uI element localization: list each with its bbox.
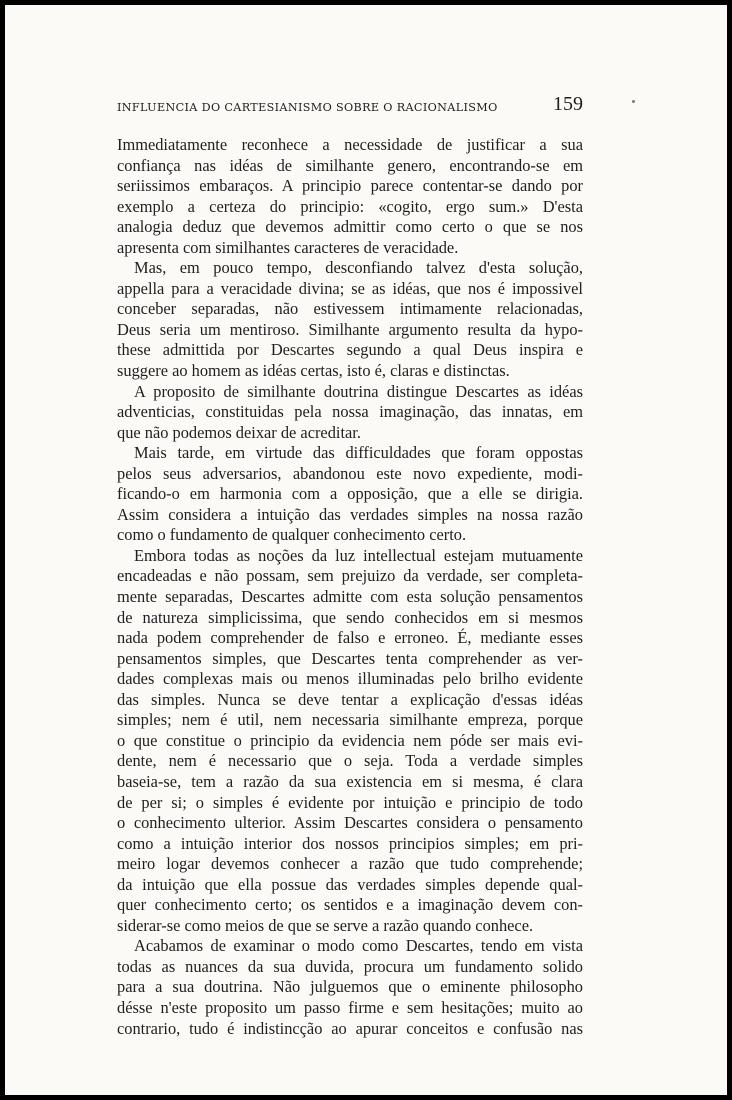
text-line: que não podemos deixar de acreditar.: [117, 422, 361, 442]
text-line: meiro logar devemos conhecer a razão que tudo comprehende;: [117, 854, 583, 874]
text-line: quer conhecimento certo; os sentidos e a imaginação devem con-: [117, 895, 583, 915]
text-line: nada podem comprehender de falso e erroneo. É, mediante esses: [117, 628, 583, 648]
text-line: o que constitue o principio da evidencia nem póde ser mais evi-: [117, 730, 583, 750]
text-line: para a sua doutrina. Não julguemos que o eminente philosopho: [117, 977, 583, 997]
text-line: A proposito de similhante doutrina distingue Descartes as idéas: [134, 381, 583, 401]
text-line: baseia-se, tem a razão da sua existencia em si mesma, é clara: [117, 771, 583, 791]
text-line: como a intuição interior dos nossos principios simples; em pri-: [117, 833, 583, 853]
text-line: de natureza simplicissima, que sendo conhecidos em si mesmos: [117, 607, 583, 627]
text-line: pensamentos simples, que Descartes tenta comprehender as ver-: [117, 648, 583, 668]
text-line: simples; nem é util, nem necessaria similhante empreza, porque: [117, 710, 583, 730]
running-title: INFLUENCIA DO CARTESIANISMO SOBRE O RACIONALISMO: [117, 101, 498, 114]
text-line: Assim considera a intuição das verdades simples na nossa razão: [117, 504, 583, 524]
text-line: suggere ao homem as idéas certas, isto é, claras e distinctas.: [117, 361, 510, 381]
text-line: Mais tarde, em virtude das difficuldades que foram oppostas: [134, 443, 583, 463]
text-line: seriissimos embaraços. A principio parece contentar-se dando por: [117, 176, 583, 196]
text-line: de per si; o simples é evidente por intuição e principio de todo: [117, 792, 583, 812]
text-line: ficando-o em harmonia com a opposição, que a elle se dirigia.: [117, 484, 583, 504]
text-line: da intuição que ella possue das verdades simples depende qual-: [117, 874, 583, 894]
text-line: apresenta com similhantes caracteres de veracidade.: [117, 237, 459, 257]
text-line: dente, nem é necessario que o seja. Toda a verdade simples: [117, 751, 583, 771]
text-line: pelos seus adversarios, abandonou este novo expediente, modi-: [117, 463, 583, 483]
text-line: siderar-se como meios de que se serve a razão quando conhece.: [117, 915, 534, 935]
running-head: [117, 93, 583, 119]
text-line: como o fundamento de qualquer conhecimento certo.: [117, 525, 467, 545]
text-line: exemplo a certeza do principio: «cogito, ergo sum.» D'esta: [117, 196, 583, 216]
text-line: contrario, tudo é indistincção ao apurar conceitos e confusão nas: [117, 1018, 583, 1038]
text-line: adventicias, constituidas pela nossa imaginação, das innatas, em: [117, 402, 583, 422]
text-line: Mas, em pouco tempo, desconfiando talvez d'esta solução,: [134, 258, 583, 278]
body-text: [117, 135, 583, 1039]
text-line: Deus seria um mentiroso. Similhante argumento resulta da hypo-: [117, 319, 583, 339]
text-line: mente separadas, Descartes admitte com esta solução pensamentos: [117, 587, 583, 607]
text-line: encadeadas e não possam, sem prejuizo da verdade, ser completa-: [117, 566, 583, 586]
text-line: conceber separadas, não estivessem intimamente relacionadas,: [117, 299, 583, 319]
text-line: Immediatamente reconhece a necessidade de justificar a sua: [117, 135, 583, 154]
text-line: dades complexas mais ou menos illuminadas pelo brilho evidente: [117, 669, 583, 689]
text-line: Embora todas as noções da luz intellectual estejam mutuamente: [134, 545, 583, 565]
text-line: these admittida por Descartes segundo a qual Deus inspira e: [117, 340, 583, 360]
text-line: analogia deduz que devemos admittir como certo o que se nos: [117, 217, 583, 237]
text-line: o conhecimento ulterior. Assim Descartes considera o pensamento: [117, 813, 583, 833]
text-line: das simples. Nunca se deve tentar a explicação d'essas idéas: [117, 689, 583, 709]
page-number: 159: [553, 93, 583, 115]
book-page: [5, 5, 727, 1095]
text-line: appella para a veracidade divina; se as idéas, que nos é impossivel: [117, 278, 583, 298]
text-line: confiança nas idéas de similhante genero, encontrando-se em: [117, 155, 583, 175]
text-line: désse n'este proposito um passo firme e sem hesitações; muito ao: [117, 997, 583, 1017]
text-line: Acabamos de examinar o modo como Descartes, tendo em vista: [134, 936, 583, 956]
text-line: todas as nuances da sua duvida, procura um fundamento solido: [117, 956, 583, 976]
ink-speck: [632, 100, 635, 103]
